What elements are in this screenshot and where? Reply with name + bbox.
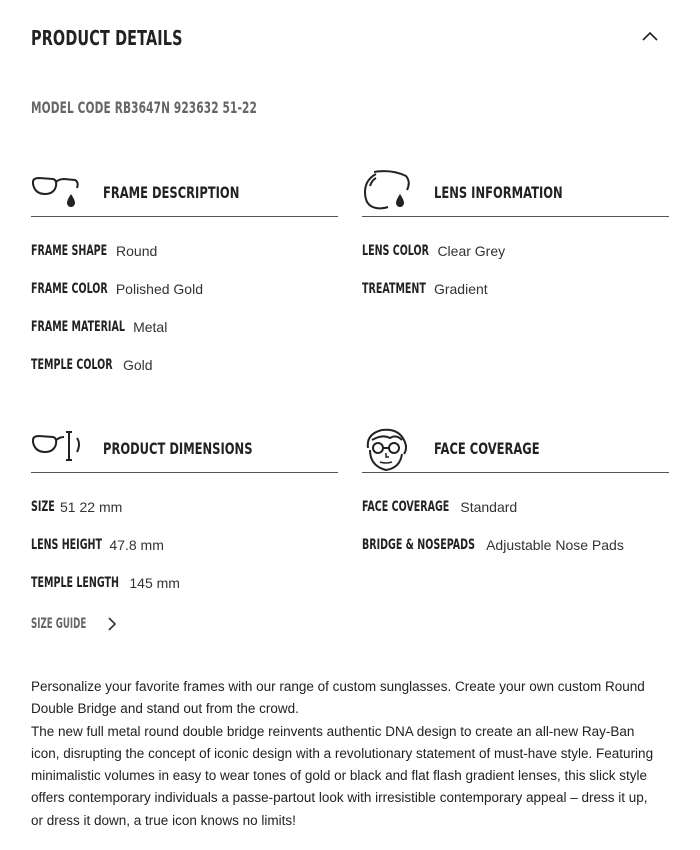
spec-row — [362, 537, 669, 575]
frame-description-section — [31, 166, 338, 395]
spec-value: Adjustable Nose Pads — [486, 537, 624, 553]
spec-row — [362, 243, 669, 281]
glasses-drop-icon — [31, 170, 81, 214]
chevron-up-icon[interactable] — [641, 28, 659, 46]
spec-label: TEMPLE COLOR — [31, 357, 113, 373]
spec-row — [31, 319, 338, 357]
lens-drop-icon — [362, 170, 412, 214]
spec-label: LENS COLOR — [362, 243, 429, 259]
spec-value: 47.8 mm — [109, 537, 164, 553]
spec-value: Gold — [122, 357, 153, 373]
section-title: FRAME DESCRIPTION — [103, 183, 240, 202]
spec-value: Metal — [133, 319, 168, 335]
spec-row — [362, 281, 669, 319]
spec-row — [31, 281, 338, 319]
spec-row — [31, 537, 338, 575]
spec-value: Standard — [460, 499, 518, 515]
spec-row — [31, 243, 338, 281]
spec-value: Polished Gold — [115, 281, 203, 297]
section-header — [31, 166, 338, 217]
spec-value: Clear Grey — [437, 243, 506, 259]
model-code: MODEL CODE RB3647N 923632 51-22 — [31, 98, 257, 117]
spec-row — [362, 499, 669, 537]
spec-value: Round — [116, 243, 158, 259]
spec-row — [31, 575, 338, 613]
description-paragraph: Personalize your favorite frames with our range of custom sunglasses. Create your own custom Round Double Bridge and stand out from the crowd. — [31, 679, 645, 717]
section-title: FACE COVERAGE — [434, 439, 540, 458]
spec-label: FRAME MATERIAL — [31, 319, 125, 335]
section-title: PRODUCT DIMENSIONS — [103, 439, 253, 458]
spec-label: SIZE — [31, 499, 55, 515]
section-header — [362, 422, 669, 473]
spec-label: FRAME COLOR — [31, 281, 108, 297]
spec-label: FRAME SHAPE — [31, 243, 108, 259]
spec-value: 51 22 mm — [60, 499, 123, 515]
size-guide-label: SIZE GUIDE — [31, 616, 87, 632]
spec-value: 145 mm — [129, 575, 180, 591]
spec-value: Gradient — [433, 281, 488, 297]
product-description — [31, 676, 661, 832]
spec-label: TREATMENT — [362, 281, 426, 297]
section-header — [31, 422, 338, 473]
section-title: LENS INFORMATION — [434, 183, 563, 202]
spec-label: BRIDGE & NOSEPADS — [362, 537, 475, 553]
spec-label: TEMPLE LENGTH — [31, 575, 119, 591]
face-coverage-section — [362, 422, 669, 575]
spec-row — [31, 499, 338, 537]
spec-label: LENS HEIGHT — [31, 537, 102, 553]
page-title: PRODUCT DETAILS — [31, 26, 183, 50]
description-paragraph: The new full metal round double bridge reinvents authentic DNA design to create an all-new Ray-Ban icon, disrupting the concept of iconic design with a revolutionary statement of must-have style. Featuring minimalistic volumes in easy to wear tones of gold or black and flat flash gradient lenses, this slick style offers contemporary individuals a passe-partout look with irresistible contemporary appeal – dress it up, or dress it down, a true icon knows no limits! — [31, 723, 654, 828]
spec-label: FACE COVERAGE — [362, 499, 450, 515]
lens-information-section — [362, 166, 669, 319]
spec-row — [31, 357, 338, 395]
product-details-header[interactable] — [31, 26, 671, 52]
product-dimensions-section — [31, 422, 338, 613]
size-guide-link[interactable] — [31, 614, 118, 634]
glasses-measure-icon — [31, 426, 87, 470]
face-glasses-icon — [362, 426, 412, 474]
section-header — [362, 166, 669, 217]
chevron-right-icon — [106, 616, 118, 632]
